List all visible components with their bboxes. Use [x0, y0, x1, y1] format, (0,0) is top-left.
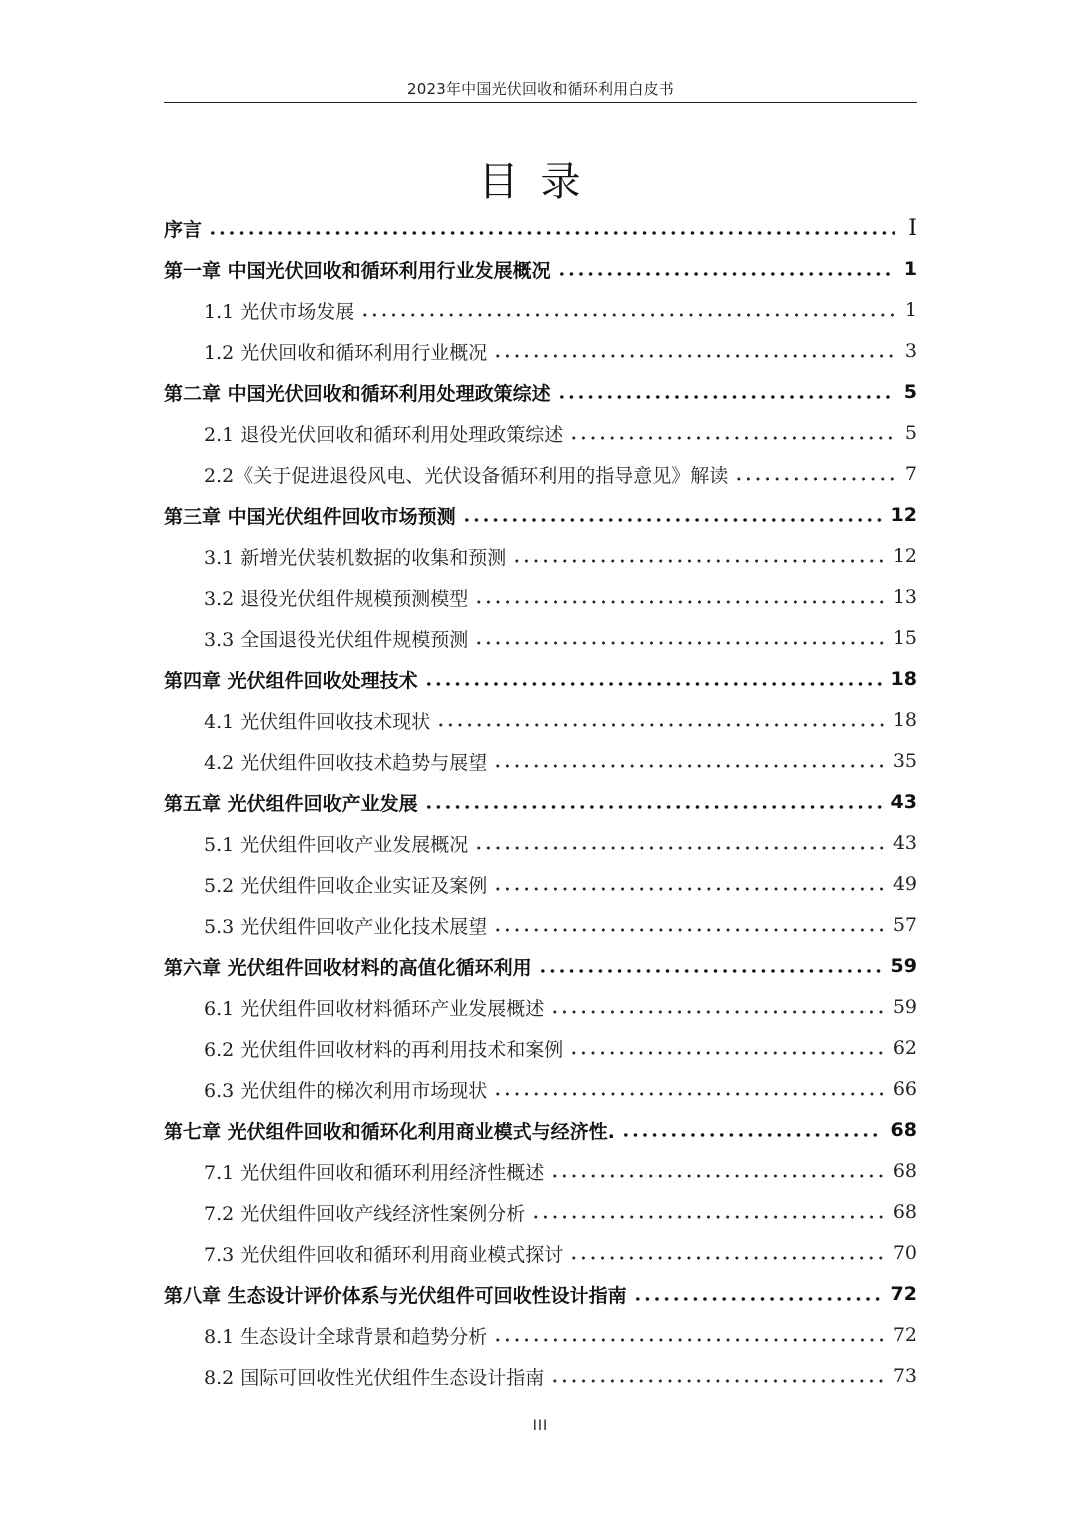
toc-entry-title: 第四章 光伏组件回收处理技术 [164, 669, 418, 692]
dot-leader [493, 353, 895, 359]
toc-section-entry[interactable] [204, 1233, 917, 1273]
dot-leader [569, 1255, 885, 1261]
toc-section-entry[interactable] [204, 454, 917, 494]
toc-chapter-entry[interactable] [164, 208, 917, 248]
dot-leader [512, 558, 885, 564]
toc-entry-page-number: 1 [903, 258, 917, 280]
toc-entry-title: 3.3 全国退役光伏组件规模预测 [204, 628, 469, 651]
header-divider [164, 102, 917, 103]
dot-leader [633, 1296, 883, 1302]
toc-entry-title: 8.2 国际可回收性光伏组件生态设计指南 [204, 1366, 545, 1389]
toc-section-entry[interactable] [204, 987, 917, 1027]
toc-entry-page-number: 15 [892, 627, 917, 649]
page-title: 目录 [478, 159, 603, 205]
toc-entry-page-number: 35 [892, 750, 917, 772]
running-header: 2023年中国光伏回收和循环利用白皮书 [407, 80, 674, 98]
toc-section-entry[interactable] [204, 864, 917, 904]
toc-entry-title: 4.1 光伏组件回收技术现状 [204, 710, 431, 733]
dot-leader [474, 640, 885, 646]
page-number: III [532, 1418, 549, 1434]
toc-entry-page-number: I [908, 215, 917, 241]
toc-entry-page-number: 18 [892, 709, 917, 731]
toc-section-entry[interactable] [204, 331, 917, 371]
toc-entry-title: 3.2 退役光伏组件规模预测模型 [204, 587, 469, 610]
dot-leader [493, 1091, 885, 1097]
dot-leader [493, 763, 885, 769]
toc-entry-title: 5.2 光伏组件回收企业实证及案例 [204, 874, 488, 897]
toc-section-entry[interactable] [204, 1151, 917, 1191]
toc-entry-page-number: 5 [904, 422, 917, 444]
toc-entry-title: 第二章 中国光伏回收和循环利用处理政策综述 [164, 382, 551, 405]
toc-entry-page-number: 62 [892, 1037, 917, 1059]
toc-chapter-entry[interactable] [164, 946, 917, 986]
toc-entry-page-number: 43 [892, 832, 917, 854]
dot-leader [557, 271, 895, 277]
toc-entry-title: 1.1 光伏市场发展 [204, 300, 355, 323]
toc-entry-title: 第三章 中国光伏组件回收市场预测 [164, 505, 456, 528]
toc-entry-page-number: 68 [890, 1119, 917, 1141]
toc-section-entry[interactable] [204, 1356, 917, 1396]
toc-entry-page-number: 1 [904, 299, 917, 321]
toc-section-entry[interactable] [204, 1192, 917, 1232]
toc-entry-title: 第八章 生态设计评价体系与光伏组件可回收性设计指南 [164, 1284, 627, 1307]
toc-chapter-entry[interactable] [164, 495, 917, 535]
toc-entry-title: 第五章 光伏组件回收产业发展 [164, 792, 418, 815]
toc-entry-title: 第七章 光伏组件回收和循环化利用商业模式与经济性. [164, 1120, 615, 1143]
dot-leader [436, 722, 885, 728]
toc-section-entry[interactable] [204, 577, 917, 617]
toc-chapter-entry[interactable] [164, 249, 917, 289]
dot-leader [474, 845, 885, 851]
toc-entry-page-number: 12 [892, 545, 917, 567]
dot-leader [493, 1337, 885, 1343]
toc-entry-title: 7.3 光伏组件回收和循环利用商业模式探讨 [204, 1243, 564, 1266]
toc-entry-page-number: 68 [892, 1201, 917, 1223]
toc-entry-title: 5.3 光伏组件回收产业化技术展望 [204, 915, 488, 938]
toc-entry-page-number: 68 [892, 1160, 917, 1182]
toc-section-entry[interactable] [204, 290, 917, 330]
toc-entry-title: 6.2 光伏组件回收材料的再利用技术和案例 [204, 1038, 564, 1061]
dot-leader [493, 886, 885, 892]
toc-entry-page-number: 43 [890, 791, 917, 813]
dot-leader [569, 435, 895, 441]
toc-entry-page-number: 7 [904, 463, 917, 485]
toc-entry-title: 3.1 新增光伏装机数据的收集和预测 [204, 546, 507, 569]
toc-section-entry[interactable] [204, 1315, 917, 1355]
toc-section-entry[interactable] [204, 700, 917, 740]
toc-chapter-entry[interactable] [164, 1274, 917, 1314]
dot-leader [474, 599, 885, 605]
toc-entry-page-number: 12 [890, 504, 917, 526]
dot-leader [550, 1378, 885, 1384]
toc-entry-title: 7.1 光伏组件回收和循环利用经济性概述 [204, 1161, 545, 1184]
toc-section-entry[interactable] [204, 741, 917, 781]
toc-entry-page-number: 59 [892, 996, 917, 1018]
toc-entry-page-number: 72 [892, 1324, 917, 1346]
toc-entry-title: 8.1 生态设计全球背景和趋势分析 [204, 1325, 488, 1348]
toc-section-entry[interactable] [204, 536, 917, 576]
toc-section-entry[interactable] [204, 413, 917, 453]
toc-entry-title: 第六章 光伏组件回收材料的高值化循环利用 [164, 956, 532, 979]
toc-chapter-entry[interactable] [164, 659, 917, 699]
toc-entry-page-number: 13 [892, 586, 917, 608]
toc-entry-title: 7.2 光伏组件回收产线经济性案例分析 [204, 1202, 526, 1225]
toc-entry-title: 序言 [164, 218, 203, 241]
toc-chapter-entry[interactable] [164, 782, 917, 822]
dot-leader [531, 1214, 885, 1220]
dot-leader [550, 1173, 885, 1179]
toc-entry-title: 2.1 退役光伏回收和循环利用处理政策综述 [204, 423, 564, 446]
dot-leader [734, 476, 895, 482]
toc-entry-page-number: 18 [890, 668, 917, 690]
toc-section-entry[interactable] [204, 1028, 917, 1068]
dot-leader [424, 804, 883, 810]
dot-leader [462, 517, 883, 523]
toc-section-entry[interactable] [204, 1069, 917, 1109]
dot-leader [493, 927, 885, 933]
toc-entry-title: 4.2 光伏组件回收技术趋势与展望 [204, 751, 488, 774]
toc-entry-page-number: 73 [892, 1365, 917, 1387]
toc-entry-title: 1.2 光伏回收和循环利用行业概况 [204, 341, 488, 364]
toc-section-entry[interactable] [204, 618, 917, 658]
toc-entry-page-number: 5 [903, 381, 917, 403]
toc-entry-title: 5.1 光伏组件回收产业发展概况 [204, 833, 469, 856]
dot-leader [208, 230, 895, 236]
toc-entry-title: 6.3 光伏组件的梯次利用市场现状 [204, 1079, 488, 1102]
dot-leader [569, 1050, 885, 1056]
toc-entry-title: 第一章 中国光伏回收和循环利用行业发展概况 [164, 259, 551, 282]
toc-entry-page-number: 72 [890, 1283, 917, 1305]
toc-entry-page-number: 57 [892, 914, 917, 936]
toc-entry-page-number: 70 [892, 1242, 917, 1264]
toc-chapter-entry[interactable] [164, 372, 917, 412]
toc-section-entry[interactable] [204, 905, 917, 945]
dot-leader [550, 1009, 885, 1015]
toc-entry-title: 2.2《关于促进退役风电、光伏设备循环利用的指导意见》解读 [204, 464, 729, 487]
dot-leader [621, 1132, 883, 1138]
dot-leader [557, 394, 895, 400]
toc-chapter-entry[interactable] [164, 1110, 917, 1150]
toc-entry-page-number: 66 [892, 1078, 917, 1100]
toc-section-entry[interactable] [204, 823, 917, 863]
toc-entry-page-number: 49 [892, 873, 917, 895]
toc-entry-page-number: 59 [890, 955, 917, 977]
dot-leader [424, 681, 883, 687]
toc-entry-title: 6.1 光伏组件回收材料循环产业发展概述 [204, 997, 545, 1020]
dot-leader [360, 312, 895, 318]
toc-entry-page-number: 3 [904, 340, 917, 362]
dot-leader [538, 968, 883, 974]
